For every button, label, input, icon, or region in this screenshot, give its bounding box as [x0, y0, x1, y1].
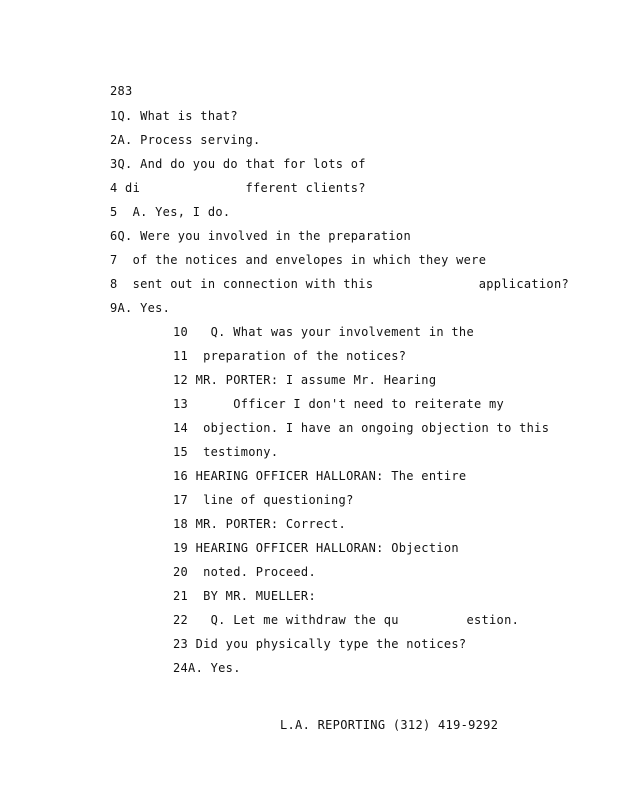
transcript-line-19: 19 HEARING OFFICER HALLORAN: Objection [173, 541, 459, 555]
transcript-line-16: 16 HEARING OFFICER HALLORAN: The entire [173, 469, 467, 483]
transcript-line-4: 4 di fferent clients? [110, 181, 366, 195]
transcript-line-18: 18 MR. PORTER: Correct. [173, 517, 347, 531]
transcript-line-11: 11 preparation of the notices? [173, 349, 407, 363]
transcript-line-22: 22 Q. Let me withdraw the qu estion. [173, 613, 520, 627]
page-number: 283 [110, 84, 133, 98]
transcript-line-21: 21 BY MR. MUELLER: [173, 589, 316, 603]
transcript-line-13: 13 Officer I don't need to reiterate my [173, 397, 505, 411]
reporter-footer: L.A. REPORTING (312) 419-9292 [280, 718, 499, 732]
transcript-line-9: 9A. Yes. [110, 301, 171, 315]
transcript-line-7: 7 of the notices and envelopes in which they were [110, 253, 487, 267]
transcript-line-20: 20 noted. Proceed. [173, 565, 316, 579]
transcript-line-10: 10 Q. What was your involvement in the [173, 325, 474, 339]
transcript-line-23: 23 Did you physically type the notices? [173, 637, 467, 651]
transcript-line-17: 17 line of questioning? [173, 493, 354, 507]
transcript-line-14: 14 objection. I have an ongoing objection to this [173, 421, 550, 435]
transcript-line-8: 8 sent out in connection with this application? [110, 277, 570, 291]
transcript-line-2: 2A. Process serving. [110, 133, 261, 147]
transcript-line-12: 12 MR. PORTER: I assume Mr. Hearing [173, 373, 437, 387]
transcript-line-3: 3Q. And do you do that for lots of [110, 157, 366, 171]
transcript-line-24: 24A. Yes. [173, 661, 241, 675]
transcript-line-1: 1Q. What is that? [110, 109, 238, 123]
transcript-line-6: 6Q. Were you involved in the preparation [110, 229, 411, 243]
transcript-line-5: 5 A. Yes, I do. [110, 205, 231, 219]
transcript-line-15: 15 testimony. [173, 445, 279, 459]
